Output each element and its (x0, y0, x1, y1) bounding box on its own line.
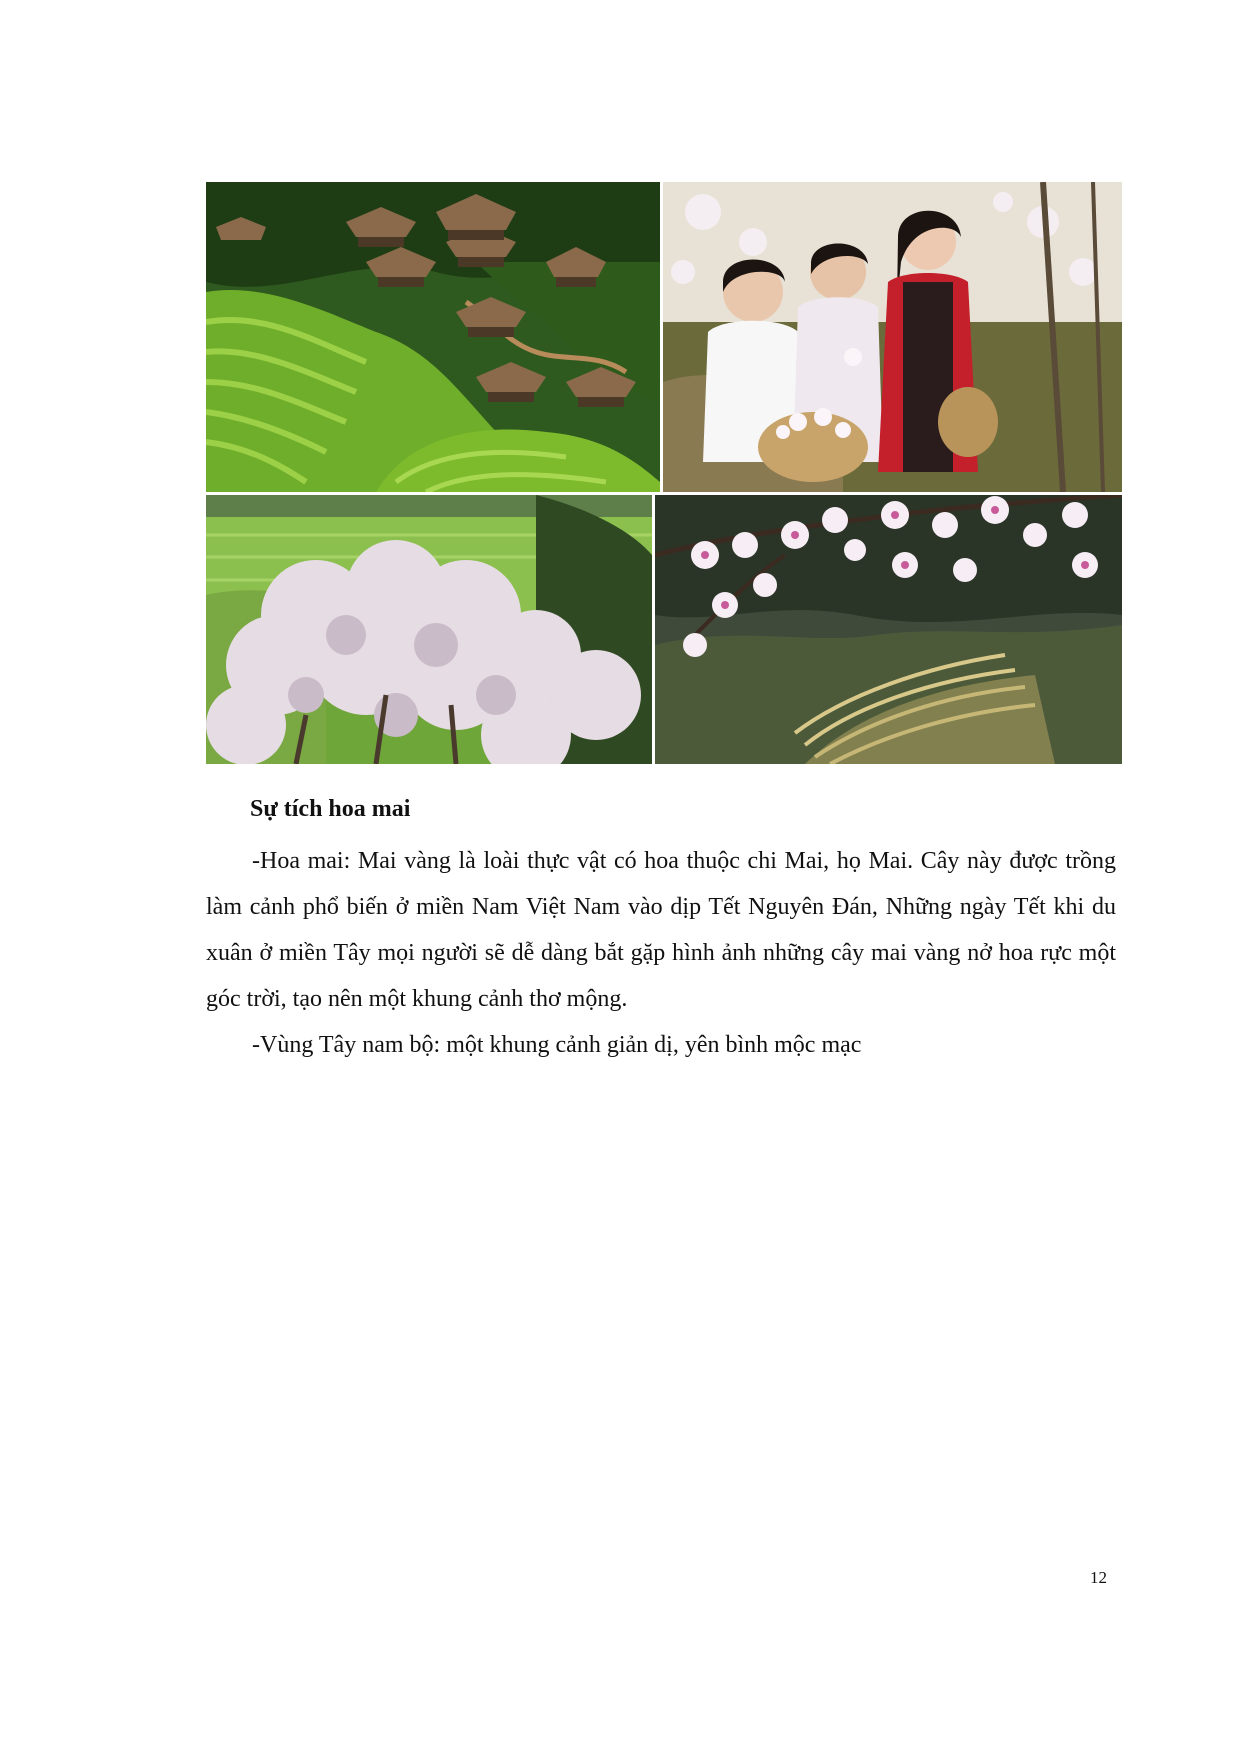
paragraph-tay-nam-bo: -Vùng Tây nam bộ: một khung cảnh giản dị, yên bình mộc mạc (252, 1032, 862, 1058)
terraced-village-photo (206, 182, 660, 492)
blossoms-terraces-photo (655, 495, 1122, 764)
page-number: 12 (1090, 1568, 1107, 1587)
blossom-trees-field-photo (206, 495, 652, 764)
section-heading: Sự tích hoa mai (250, 796, 411, 822)
photo-collage (206, 182, 1122, 764)
paragraph-hoa-mai: -Hoa mai: Mai vàng là loài thực vật có hoa thuộc chi Mai, họ Mai. Cây này được trồng làm cảnh phổ biến ở miền Nam Việt Nam vào dịp Tết Nguyên Đán, Những ngày Tết khi du xuân ở miền Tây mọi người sẽ dễ dàng bắt gặp hình ảnh những cây mai vàng nở hoa rực một góc trời, tạo nên một khung cảnh thơ mộng. (206, 848, 1116, 1012)
women-traditional-dress-photo (663, 182, 1122, 492)
